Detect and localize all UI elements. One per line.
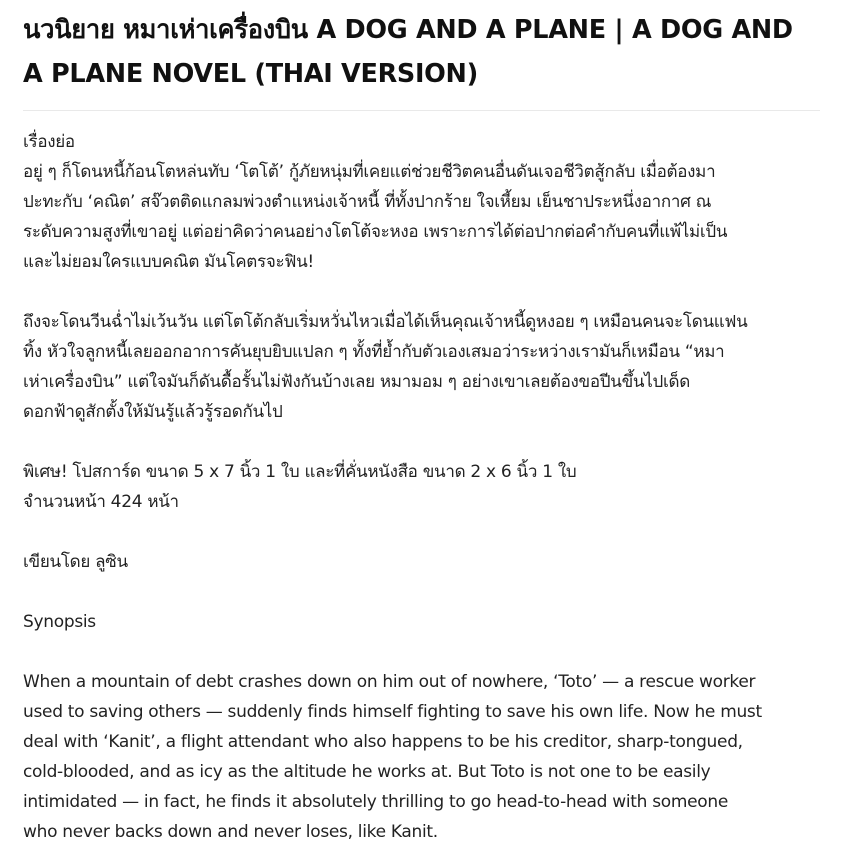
thai-paragraph1-line: อยู่ ๆ ก็โดนหนี้ก้อนโตหล่นทับ ‘โตโต้’ กู้ภัยหนุ่มที่เคยแต่ช่วยชีวิตคนอื่นดันเจอชีวิตสู้กลับ เมื่อต้องมา (23, 162, 716, 182)
english-paragraph1-line: intimidated — in fact, he finds it absolutely thrilling to go head-to-head with someone (23, 792, 729, 812)
english-synopsis-paragraph-1 (23, 667, 820, 847)
title-divider (23, 110, 820, 111)
english-synopsis-heading: Synopsis (23, 612, 96, 632)
thai-paragraph1-line: และไม่ยอมใครแบบคณิต มันโคตรจะฟิน! (23, 252, 314, 272)
title-line-1: นวนิยาย หมาเห่าเครื่องบิน A DOG AND A PLANE | A DOG AND (23, 15, 793, 45)
thai-paragraph1-line: ระดับความสูงที่เขาอยู่ แต่อย่าคิดว่าคนอย่างโตโต้จะหงอ เพราะการได้ต่อปากต่อคำกับคนที่แพ้ไม่เป็น (23, 222, 728, 242)
thai-paragraph2-line: เห่าเครื่องบิน” แต่ใจมันก็ดันดื้อรั้นไม่ฟังกันบ้างเลย หมามอม ๆ อย่างเขาเลยต้องขอปีนขึ้นไปเด็ด (23, 372, 690, 392)
thai-synopsis-paragraph-2 (23, 307, 820, 427)
english-paragraph1-line: deal with ‘Kanit’, a flight attendant who also happens to be his creditor, sharp-tongued, (23, 732, 743, 752)
special-bonus-info (23, 457, 820, 517)
english-paragraph1-line: who never backs down and never loses, like Kanit. (23, 822, 438, 842)
description-body (23, 127, 820, 847)
thai-paragraph2-line: ทิ้ง หัวใจลูกหนี้เลยออกอาการคันยุบยิบแปลก ๆ ทั้งที่ย้ำกับตัวเองเสมอว่าระหว่างเรามันก็เหมือน “หมา (23, 342, 725, 362)
author-credit (23, 547, 820, 577)
english-synopsis-heading-block (23, 607, 820, 637)
page-count-line: จำนวนหน้า 424 หน้า (23, 492, 179, 512)
english-paragraph1-line: cold-blooded, and as icy as the altitude he works at. But Toto is not one to be easily (23, 762, 711, 782)
thai-paragraph1-line: ปะทะกับ ‘คณิต’ สจ๊วตติดแกลมพ่วงตำแหน่งเจ้าหนี้ ที่ทั้งปากร้าย ใจเหี้ยม เย็นชาประหนึ่งอากาศ ณ (23, 192, 712, 212)
thai-paragraph2-line: ถึงจะโดนวีนฉ่ำไม่เว้นวัน แต่โตโต้กลับเริ่มหวั่นไหวเมื่อได้เห็นคุณเจ้าหนี้ดูหงอย ๆ เหมือนคนจะโดนแฟน (23, 312, 748, 332)
special-bonus-line: พิเศษ! โปสการ์ด ขนาด 5 x 7 นิ้ว 1 ใบ และที่คั่นหนังสือ ขนาด 2 x 6 นิ้ว 1 ใบ (23, 462, 577, 482)
thai-synopsis-intro (23, 127, 820, 277)
title-line-2: A PLANE NOVEL (THAI VERSION) (23, 59, 478, 89)
english-paragraph1-line: When a mountain of debt crashes down on him out of nowhere, ‘Toto’ — a rescue worker (23, 672, 756, 692)
page-title (23, 8, 820, 96)
author-line: เขียนโดย ลูซิน (23, 552, 128, 572)
english-paragraph1-line: used to saving others — suddenly finds himself fighting to save his own life. Now he must (23, 702, 762, 722)
thai-paragraph2-line: ดอกฟ้าดูสักตั้งให้มันรู้แล้วรู้รอดกันไป (23, 402, 283, 422)
thai-synopsis-heading: เรื่องย่อ (23, 132, 75, 152)
